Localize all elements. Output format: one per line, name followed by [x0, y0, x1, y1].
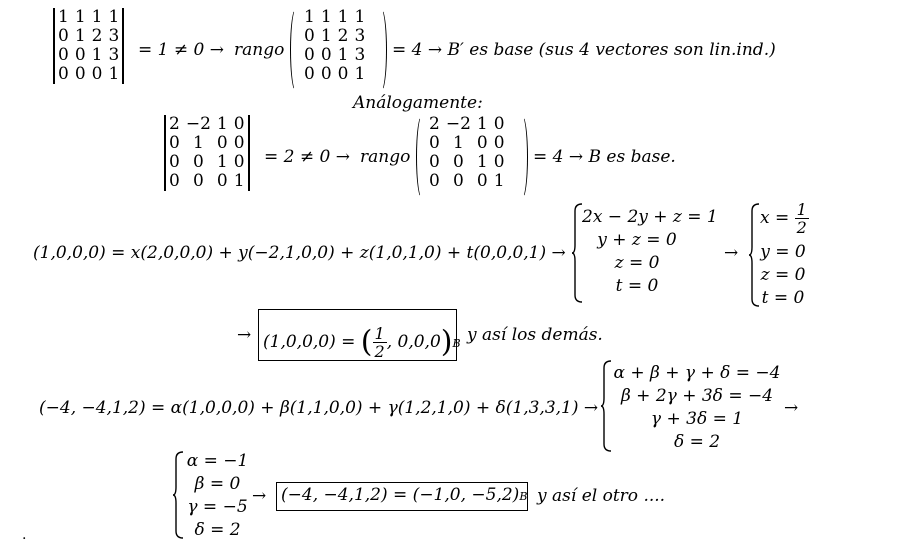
matrix-row: [166, 115, 248, 134]
matrix-cell: 0: [304, 64, 315, 84]
brace-system-2: [600, 360, 612, 452]
matrix-cell: 0: [304, 26, 315, 46]
matrix-cell: 0: [192, 152, 204, 172]
matrix-cell: 0: [320, 45, 332, 65]
result-box-1-lhs: (1,0,0,0) =: [263, 332, 356, 352]
matrix-cell: 0: [58, 45, 69, 65]
system-2-arrow: →: [784, 398, 799, 418]
matrix-cell: 0: [429, 152, 440, 172]
fraction-denominator: 2: [796, 218, 807, 237]
system-1-arrow: →: [724, 243, 739, 263]
matrix-cell: 1: [74, 26, 86, 46]
solution-x-fraction: [795, 201, 809, 236]
matrix-cell: 0: [493, 152, 505, 172]
result-box-1-content: (1,0,0,0) = ( $\frac{1}{2}$ , 0,0,0)B: [263, 324, 461, 361]
line3-equation: (1,0,0,0) = x(2,0,0,0) + y(−2,1,0,0) + z(1,0,1,0) + t(0,0,0,1) →: [33, 243, 566, 263]
matrix-cell: 1: [233, 171, 245, 191]
matrix-cell: 0: [429, 171, 440, 191]
matrix-cell: 0: [169, 152, 180, 172]
system-equation: β = 0: [194, 474, 241, 494]
matrix-cell: 0: [216, 171, 228, 191]
matrix-cell: 0: [429, 133, 440, 153]
det-b-result: = 2 ≠ 0 →: [264, 147, 350, 167]
solution-1-rest: [758, 241, 808, 310]
matrix-cell: 0: [74, 64, 86, 84]
matrix-cell: 2: [91, 26, 103, 46]
solution-x-lhs: x =: [760, 208, 790, 228]
matrix-cell: 0: [452, 152, 464, 172]
fraction-denominator: 2: [374, 342, 385, 361]
matrix-cell: 0: [337, 64, 349, 84]
matrix-row: [55, 27, 122, 46]
system-1: [582, 206, 718, 298]
matrix-cell: 0: [493, 133, 505, 153]
matrix-cell: 0: [169, 133, 180, 153]
matrix-cell: 0: [216, 133, 228, 153]
matrix-cell: 1: [91, 7, 103, 27]
line5-equation: (−4, −4,1,2) = α(1,0,0,0) + β(1,1,0,0) + γ(1,2,1,0) + δ(1,3,3,1) →: [39, 398, 599, 418]
system-equation: α + β + γ + δ = −4: [613, 363, 781, 383]
system-equation: α = −1: [186, 451, 249, 471]
matrix-cell: 1: [108, 64, 120, 84]
matrix-cell: 0: [233, 133, 245, 153]
matrix-cell: 1: [108, 7, 120, 27]
matrix-cell: 0: [493, 114, 505, 134]
brace-solution-2: [172, 451, 184, 539]
system-equation: δ = 2: [673, 432, 721, 452]
stray-dot: .: [22, 527, 27, 543]
fraction-numerator: 1: [374, 324, 385, 343]
matrix-cell: 0: [304, 45, 315, 65]
system-equation: t = 0: [615, 276, 659, 296]
rank-matrix-b: [426, 115, 508, 191]
rango-label-1: rango: [234, 40, 285, 60]
matrix-cell: 0: [192, 171, 204, 191]
matrix-cell: 1: [320, 7, 332, 27]
result-box-1-subscript: B: [452, 337, 461, 350]
matrix-cell: 1: [354, 7, 366, 27]
line2-tail: = 4 → B es base.: [533, 147, 676, 167]
matrix-cell: 1: [320, 26, 332, 46]
system-equation: β + 2γ + 3δ = −4: [620, 386, 774, 406]
matrix-cell: 0: [169, 171, 180, 191]
line6-tail: y así el otro ....: [537, 486, 666, 506]
line4-tail: y así los demás.: [467, 325, 603, 345]
determinant-matrix-b: [164, 115, 250, 191]
matrix-cell: −2: [445, 114, 471, 134]
rango-label-2: rango: [360, 147, 411, 167]
matrix-cell: 1: [493, 171, 505, 191]
line4-arrow: →: [237, 325, 252, 345]
matrix-cell: 1: [58, 7, 69, 27]
matrix-row: [166, 153, 248, 172]
matrix-row: [55, 46, 122, 65]
matrix-cell: 2: [337, 26, 349, 46]
determinant-matrix-a: [53, 8, 124, 84]
matrix-cell: 1: [192, 133, 204, 153]
matrix-cell: −2: [185, 114, 211, 134]
matrix-cell: 1: [304, 7, 315, 27]
matrix-row: [426, 115, 508, 134]
matrix-row: [426, 153, 508, 172]
result-box-1-rest: , 0,0,0: [386, 332, 441, 352]
matrix-cell: 3: [354, 26, 366, 46]
matrix-row: [426, 134, 508, 153]
system-equation: 2x − 2y + z = 1: [582, 207, 718, 227]
matrix-cell: 0: [233, 114, 245, 134]
matrix-cell: 1: [476, 114, 488, 134]
matrix-cell: 1: [354, 64, 366, 84]
result-box-2-content: [281, 485, 527, 507]
paren-right-b: [516, 115, 528, 199]
matrix-cell: 0: [74, 45, 86, 65]
matrix-row: [166, 134, 248, 153]
matrix-cell: 1: [337, 7, 349, 27]
system-equation: γ = −5: [187, 497, 248, 517]
matrix-cell: 1: [452, 133, 464, 153]
matrix-row: [55, 65, 122, 84]
matrix-cell: 0: [476, 133, 488, 153]
system-equation: t = 0: [761, 288, 805, 308]
matrix-cell: 0: [320, 64, 332, 84]
matrix-cell: 1: [91, 45, 103, 65]
result-box-2-text: (−4, −4,1,2) = (−1,0, −5,2): [281, 485, 520, 505]
matrix-cell: 0: [58, 64, 69, 84]
matrix-cell: 1: [337, 45, 349, 65]
result-box-2-subscript: B: [519, 490, 528, 503]
matrix-row: [55, 8, 122, 27]
matrix-cell: 3: [354, 45, 366, 65]
matrix-row: [166, 172, 248, 191]
analog-label: Análogamente:: [353, 93, 483, 113]
solution-2: [185, 450, 250, 542]
matrix-cell: 3: [108, 26, 120, 46]
det-a-result: = 1 ≠ 0 →: [138, 40, 224, 60]
system-equation: z = 0: [760, 265, 806, 285]
paren-right-a: [375, 8, 387, 92]
matrix-cell: 2: [169, 114, 180, 134]
matrix-cell: 1: [74, 7, 86, 27]
matrix-row: [301, 27, 368, 46]
matrix-cell: 0: [91, 64, 103, 84]
matrix-cell: 0: [476, 171, 488, 191]
system-equation: z = 0: [614, 253, 660, 273]
matrix-cell: 1: [216, 152, 228, 172]
matrix-cell: 1: [216, 114, 228, 134]
matrix-row: [426, 172, 508, 191]
result-box-1-fraction: [373, 325, 387, 360]
matrix-cell: 3: [108, 45, 120, 65]
system-equation: γ + 3δ = 1: [650, 409, 744, 429]
system-equation: y = 0: [760, 242, 806, 262]
solution-x: [760, 201, 809, 236]
system-2: [612, 362, 782, 454]
matrix-row: [301, 8, 368, 27]
system-equation: δ = 2: [194, 520, 241, 540]
line1-tail: = 4 → B′ es base (sus 4 vectores son lin.ind.): [392, 40, 776, 60]
line6-arrow: →: [252, 486, 267, 506]
matrix-row: [301, 46, 368, 65]
matrix-cell: 0: [452, 171, 464, 191]
system-equation: y + z = 0: [597, 230, 677, 250]
matrix-cell: 2: [429, 114, 440, 134]
fraction-numerator: 1: [796, 200, 807, 219]
matrix-cell: 1: [476, 152, 488, 172]
matrix-cell: 0: [58, 26, 69, 46]
matrix-cell: 0: [233, 152, 245, 172]
matrix-row: [301, 65, 368, 84]
rank-matrix-a: [301, 8, 368, 84]
